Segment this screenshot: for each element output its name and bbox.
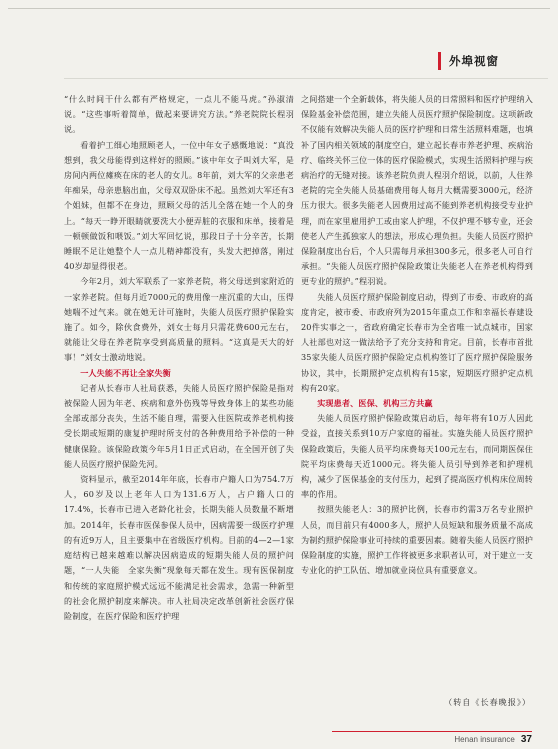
article-paragraph: 之间搭建一个全新载体，将失能人员的日常照料和医疗护理纳入保险基金补偿范围，建立失能人员医疗照护保险制度。这项新政不仅能有效解决失能人员的医疗护理和日常生活照料难题，也填补了国内相关领域的制度空白，建立起长春市养老护理、疾病治疗、临终关怀三位一体的医疗保险模式，实现生活照料护理与疾病治疗的无缝对接。该养老院负责人程羽介绍说，以前，人住养老院的完全失能人员基础费用每人每月大概需要3000元，经济压力很大。很多失能老人因费用过高不能到养老机构接受专业护理，而在家里雇用护工或由家人护理，不仅护理不够专业，还会使老人产生孤独家人的想法，形成心理负担。失能人员医疗照护保险制度出台后，个人只需每月承担300多元，很多老人可自行承担。“失能人员医疗照护保险政策让失能老人在养老机构得到更专业的照护。”程羽说。 <box>301 94 533 287</box>
article-column-left <box>64 92 294 624</box>
article-paragraph: 资料显示，截至2014年年底，长春市户籍人口为754.7万人，60岁及以上老年人口为131.6万人，占户籍人口的17.4%，长春市已进入老龄化社会，长期失能人员数量不断增加。2014年，长春市医保参保人员中，因病需要一级医疗护理的有近9万人，且主要集中在省级医疗机构。目前的4—2—1家庭结构已越来越难以解决因病造成的短期失能人员的照护问题，“一人失能 全家失衡”现象每天都在发生。现有医保制度和传统的家庭照护模式远远不能满足社会需求，急需一种新型的社会化照护制度来解决。市人社局决定改革创新社会医疗保险制度，在医疗保险和医疗护理 <box>64 474 294 621</box>
page-footer <box>332 731 532 745</box>
article-paragraph: 记者从长春市人社局获悉，失能人员医疗照护保险是指对被保险人因为年老、疾病和意外伤残等导致身体上的某些功能全部或部分丧失，生活不能自理，需要入住医院或养老机构接受长期或短期的康复护理时所支付的各种费用给予补偿的一种健康保险。该保险政策今年5月1日正式启动，在全国开创了失能人员医疗照护保险先河。 <box>64 382 294 469</box>
article-column-right <box>301 92 533 579</box>
article-paragraph: 失能人员医疗照护保险政策启动后，每年将有10万人因此受益，直接关系到10万户家庭的福祉。实施失能人员医疗照护保险政策后，失能人员平均床费每天100元左右，而同期医保住院平均床费每天近1000元。将失能人员引导到养老和护理机构，减少了医保基金的支付压力，起到了提高医疗机构床位周转率的作用。 <box>301 413 533 500</box>
section-title: 外埠视窗 <box>449 54 499 68</box>
section-subheading: 一人失能不再让全家失衡 <box>80 367 171 378</box>
page-number: 37 <box>520 734 532 745</box>
section-header <box>438 48 550 74</box>
article-paragraph: 失能人员医疗照护保险制度启动，得到了市委、市政府的高度肯定，被市委、市政府列为2015年重点工作和幸福长春建设20件实事之一，省政府确定长春市为全省唯一试点城市，国家人社部也对这一做法给予了充分支持和肯定。目前，长春市首批35家失能人员医疗照护保险定点机构签订了医疗照护保险服务协议，其中，长期照护定点机构有15家，短期医疗照护定点机构有20家。 <box>301 291 533 393</box>
article-paragraph: 按照失能老人：3的照护比例，长春市约需3万名专业照护人员，而目前只有4000多人，照护人员短缺和服务质量不高成为制约照护保险事业可持续的重要因素。随着失能人员医疗照护保险制度的实施，照护工作将被更多求职者认可，对于建立一支专业化的护工队伍、增加就业岗位具有重要意义。 <box>301 504 533 576</box>
header-accent-bar <box>438 52 441 70</box>
article-paragraph: 看着护工细心地照顾老人，一位中年女子感慨地说：“真没想到，我父母能得到这样好的照顾。”该中年女子叫刘大军，是房间内两位瘫痪在床的老人的女儿。8年前，刘大军的父亲患老年痴呆，母亲患脑出血，父母双双卧床不起。虽然刘大军还有3个姐妹，但都不在身边，照顾父母的活儿全落在她一个人的身上。“每天一睁开眼睛就要洗大小便弄脏的衣服和床单，接着是一顿顿做饭和喂饭。”刘大军回忆说，那段日子十分辛苦，长期睡眠不足让她整个人一点儿精神都没有，头发大把掉落，刚过40岁却显得很老。 <box>64 139 294 272</box>
top-divider <box>8 8 550 9</box>
article-source: （转自《长春晚报》） <box>444 697 531 707</box>
section-subheading: 实现患者、医保、机构三方共赢 <box>317 398 433 409</box>
article-paragraph: “什么时间干什么都有严格规定，一点儿不能马虎。”孙淑清说。“这些事听着简单，做起来要讲究方法。”养老院院长程羽说。 <box>64 94 294 135</box>
article-paragraph: 今年2月，刘大军联系了一家养老院，将父母送到家附近的一家养老院。但每月近7000元的费用像一座沉重的大山，压得她喘不过气来。就在她无计可施时，失能人员医疗照护保险实施了。如今，除伙食费外，刘女士每月只需花费600元左右，就能让父母在养老院享受到高质量的照料。“这真是天大的好事！”刘女士激动地说。 <box>64 276 294 363</box>
header-divider <box>64 78 548 79</box>
magazine-name: Henan insurance <box>454 735 515 744</box>
